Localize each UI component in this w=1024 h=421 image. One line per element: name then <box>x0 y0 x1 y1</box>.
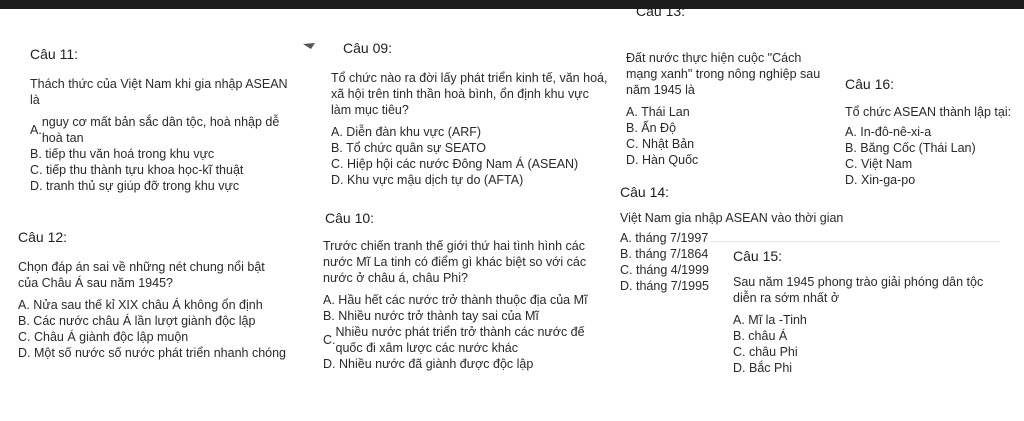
question-09 <box>331 40 611 188</box>
question-title: Câu 15: <box>733 248 783 264</box>
option-text: Nhiều nước trở thành tay sai của Mĩ <box>338 309 539 323</box>
option-letter: B. <box>620 247 632 261</box>
option-letter: C. <box>620 263 633 277</box>
option-letter: C. <box>18 330 31 344</box>
question-12 <box>18 229 303 361</box>
pen-mark-icon <box>302 42 316 50</box>
question-stem: Sau năm 1945 phong trào giải phóng dân tộc diễn ra sớm nhất ở <box>733 275 984 305</box>
question-title: Câu 09: <box>343 40 393 56</box>
question-15 <box>733 248 1003 376</box>
option-letter: C. <box>845 157 858 171</box>
option-text: Nhiều nước đã giành được độc lập <box>338 357 534 371</box>
option-letter: B. <box>845 141 857 155</box>
question-10 <box>323 210 613 372</box>
option-b[interactable] <box>30 146 300 162</box>
option-c[interactable] <box>30 162 300 178</box>
option-b[interactable] <box>18 313 303 329</box>
option-text: In-đô-nê-xi-a <box>860 125 932 139</box>
option-text: nguy cơ mất bản sắc dân tộc, hoà nhập dễ hoà tan <box>41 115 280 145</box>
option-d[interactable] <box>626 152 831 168</box>
option-a[interactable] <box>845 124 1020 140</box>
option-text: Bắc Phi <box>748 361 793 375</box>
option-text: Việt Nam <box>860 157 913 171</box>
option-d[interactable] <box>30 178 300 194</box>
option-c[interactable] <box>323 324 613 356</box>
option-c[interactable] <box>845 156 1020 172</box>
option-text: châu Phi <box>748 345 798 359</box>
option-text: Thái Lan <box>641 105 690 119</box>
option-letter: D. <box>323 357 336 371</box>
option-a[interactable] <box>323 292 613 308</box>
question-stem: Tổ chức ASEAN thành lập tại: <box>845 105 1012 119</box>
option-text: Nhật Bản <box>641 137 695 151</box>
option-text: tháng 7/1995 <box>635 279 709 293</box>
option-a[interactable] <box>626 104 831 120</box>
option-text: tiếp thu thành tựu khoa học-kĩ thuật <box>45 163 244 177</box>
option-b[interactable] <box>323 308 613 324</box>
option-d[interactable] <box>733 360 1003 376</box>
question-stem: Chọn đáp án sai về những nét chung nổi bật của Châu Á sau năm 1945? <box>18 260 265 290</box>
option-letter: B. <box>323 309 335 323</box>
option-letter: B. <box>626 121 638 135</box>
option-text: tranh thủ sự giúp đỡ trong khu vực <box>45 179 240 193</box>
question-stem: Đất nước thực hiện cuộc "Cách mạng xanh" trong nông nghiệp sau năm 1945 là <box>626 51 821 97</box>
option-letter: A. <box>30 123 42 137</box>
option-a[interactable] <box>620 230 860 246</box>
option-letter: A. <box>18 298 30 312</box>
option-letter: C. <box>323 333 336 347</box>
option-a[interactable] <box>733 312 1003 328</box>
option-text: tháng 4/1999 <box>635 263 709 277</box>
option-text: Tổ chức quân sự SEATO <box>346 141 487 155</box>
option-letter: A. <box>845 125 857 139</box>
option-text: Nhiều nước phát triển trở thành các nước đế quốc đi xâm lược các nước khác <box>335 325 585 355</box>
option-letter: B. <box>331 141 343 155</box>
question-title: Câu 11: <box>30 46 78 62</box>
option-letter: A. <box>331 125 343 139</box>
option-letter: C. <box>626 137 639 151</box>
option-text: Diễn đàn khu vực (ARF) <box>346 125 482 139</box>
option-d[interactable] <box>18 345 303 361</box>
cut-off-title-q13: Câu 13: <box>636 3 686 19</box>
question-16 <box>845 76 1020 188</box>
option-letter: D. <box>733 361 746 375</box>
option-text: Mĩ la -Tinh <box>748 313 807 327</box>
option-text: Một số nước số nước phát triển nhanh chóng <box>33 346 287 360</box>
option-letter: D. <box>18 346 31 360</box>
option-letter: B. <box>30 147 42 161</box>
option-letter: C. <box>331 157 344 171</box>
option-b[interactable] <box>733 328 1003 344</box>
option-letter: A. <box>620 231 632 245</box>
option-d[interactable] <box>323 356 613 372</box>
option-text: châu Á <box>748 329 788 343</box>
option-letter: D. <box>620 279 633 293</box>
option-text: Nửa sau thế kỉ XIX châu Á không ổn định <box>33 298 263 312</box>
question-11 <box>30 46 300 194</box>
question-stem: Việt Nam gia nhập ASEAN vào thời gian <box>620 211 844 225</box>
option-letter: D. <box>845 173 858 187</box>
option-text: Hầu hết các nước trở thành thuộc địa của Mĩ <box>338 293 588 307</box>
option-c[interactable] <box>18 329 303 345</box>
option-d[interactable] <box>331 172 611 188</box>
option-b[interactable] <box>626 120 831 136</box>
option-text: tiếp thu văn hoá trong khu vực <box>45 147 215 161</box>
option-text: Ấn Độ <box>641 121 677 135</box>
option-a[interactable] <box>331 124 611 140</box>
option-c[interactable] <box>331 156 611 172</box>
option-c[interactable] <box>626 136 831 152</box>
option-letter: B. <box>733 329 745 343</box>
option-text: Xin-ga-po <box>860 173 916 187</box>
question-stem: Trước chiến tranh thế giới thứ hai tình hình các nước Mĩ La tinh có điểm gì khác biệt so với các nước ở châu á, châu Phi? <box>323 239 587 285</box>
option-a[interactable] <box>30 114 300 146</box>
option-letter: A. <box>733 313 745 327</box>
option-text: Băng Cốc (Thái Lan) <box>860 141 976 155</box>
option-text: Hiệp hội các nước Đông Nam Á (ASEAN) <box>346 157 579 171</box>
option-letter: A. <box>323 293 335 307</box>
option-letter: A. <box>626 105 638 119</box>
question-title: Câu 16: <box>845 76 895 92</box>
option-b[interactable] <box>845 140 1020 156</box>
question-13 <box>626 50 831 168</box>
option-text: Hàn Quốc <box>641 153 699 167</box>
question-title: Câu 14: <box>620 184 670 200</box>
option-letter: B. <box>18 314 30 328</box>
question-stem: Thách thức của Việt Nam khi gia nhập ASEAN là <box>30 77 288 107</box>
option-text: Các nước châu Á lần lượt giành độc lập <box>33 314 256 328</box>
option-text: tháng 7/1864 <box>635 247 709 261</box>
option-b[interactable] <box>331 140 611 156</box>
option-letter: D. <box>30 179 43 193</box>
option-letter: D. <box>331 173 344 187</box>
option-letter: C. <box>733 345 746 359</box>
question-title: Câu 12: <box>18 229 68 245</box>
option-text: Khu vực mậu dịch tự do (AFTA) <box>346 173 524 187</box>
option-text: Châu Á giành độc lập muộn <box>33 330 189 344</box>
option-text: tháng 7/1997 <box>635 231 709 245</box>
question-title: Câu 10: <box>325 210 375 226</box>
option-d[interactable] <box>845 172 1020 188</box>
option-a[interactable] <box>18 297 303 313</box>
option-letter: C. <box>30 163 43 177</box>
option-letter: D. <box>626 153 639 167</box>
option-c[interactable] <box>733 344 1003 360</box>
question-stem: Tổ chức nào ra đời lấy phát triển kinh tế, văn hoá, xã hội trên tinh thần hoà bình, ổn định khu vực làm mục tiêu? <box>331 71 608 117</box>
top-dark-bar <box>0 0 1024 9</box>
